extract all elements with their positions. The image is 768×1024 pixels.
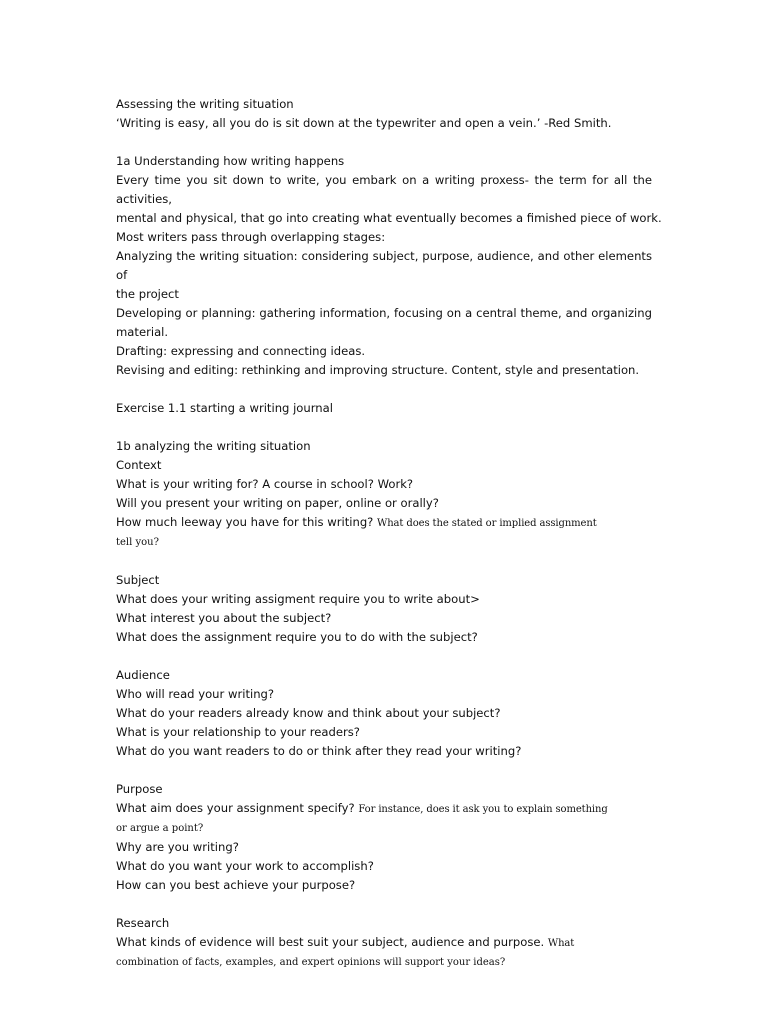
stage-item: Drafting: expressing and connecting ideas.: [116, 344, 366, 358]
context-question-continued: tell you?: [116, 537, 159, 548]
subject-heading: Subject: [116, 573, 160, 587]
purpose-question-continued: or argue a point?: [116, 823, 204, 834]
research-question-part: What: [547, 938, 575, 949]
purpose-question: What do you want your work to accomplish?: [116, 859, 374, 873]
purpose-question: Why are you writing?: [116, 840, 239, 854]
stage-item: Analyzing the writing situation: considering subject, purpose, audience, and other elements of: [116, 249, 652, 282]
context-question: What is your writing for? A course in school? Work?: [116, 477, 414, 491]
section-1b-heading: 1b analyzing the writing situation: [116, 439, 311, 453]
paragraph-line: mental and physical, that go into creating what eventually becomes a fimished piece of work.: [116, 211, 662, 225]
spacer: [116, 552, 652, 571]
stage-item: Revising and editing: rethinking and improving structure. Content, style and presentation.: [116, 363, 640, 377]
research-question-part: What kinds of evidence will best suit your subject, audience and purpose.: [116, 935, 545, 949]
research-question: [116, 933, 652, 953]
exercise-heading: Exercise 1.1 starting a writing journal: [116, 401, 333, 415]
audience-heading: Audience: [116, 668, 170, 682]
context-question: [116, 513, 652, 533]
spacer: [116, 380, 652, 399]
audience-question: What do you want readers to do or think after they read your writing?: [116, 744, 522, 758]
context-heading: Context: [116, 458, 162, 472]
document-page: [116, 95, 662, 972]
research-question-continued: combination of facts, examples, and expert opinions will support your ideas?: [116, 957, 506, 968]
context-question-part: How much leeway you have for this writing?: [116, 515, 374, 529]
audience-question: What is your relationship to your readers?: [116, 725, 360, 739]
purpose-question: [116, 799, 652, 819]
stage-item-continued: material.: [116, 325, 169, 339]
stage-item-continued: the project: [116, 287, 179, 301]
paragraph-line: Every time you sit down to write, you embark on a writing proxess- the term for all the activities,: [116, 173, 652, 206]
spacer: [116, 895, 652, 914]
spacer: [116, 761, 652, 780]
audience-question: What do your readers already know and think about your subject?: [116, 706, 501, 720]
purpose-heading: Purpose: [116, 782, 163, 796]
subject-question: What interest you about the subject?: [116, 611, 332, 625]
spacer: [116, 647, 652, 666]
purpose-question-part: What aim does your assignment specify?: [116, 801, 355, 815]
epigraph-quote: ‘Writing is easy, all you do is sit down at the typewriter and open a vein.’ -Red Smith.: [116, 116, 612, 130]
section-1a-heading: 1a Understanding how writing happens: [116, 154, 345, 168]
research-heading: Research: [116, 916, 170, 930]
spacer: [116, 133, 652, 152]
stage-item: Developing or planning: gathering information, focusing on a central theme, and organizing: [116, 306, 652, 320]
document-title: Assessing the writing situation: [116, 97, 294, 111]
spacer: [116, 418, 652, 437]
paragraph-line: Most writers pass through overlapping stages:: [116, 230, 386, 244]
subject-question: What does your writing assigment require you to write about>: [116, 592, 480, 606]
context-question-part: What does the stated or implied assignment: [377, 518, 597, 529]
audience-question: Who will read your writing?: [116, 687, 275, 701]
context-question: Will you present your writing on paper, online or orally?: [116, 496, 439, 510]
purpose-question: How can you best achieve your purpose?: [116, 878, 356, 892]
purpose-question-part: For instance, does it ask you to explain something: [358, 804, 608, 815]
subject-question: What does the assignment require you to do with the subject?: [116, 630, 478, 644]
